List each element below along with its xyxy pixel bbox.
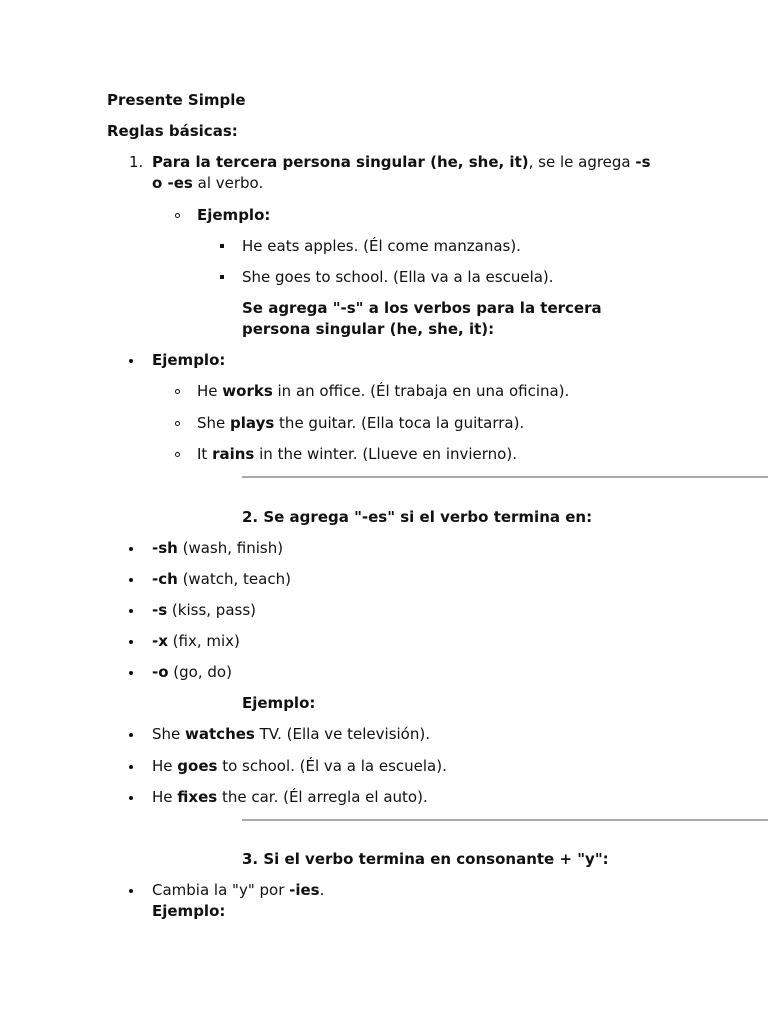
s-example-item: She plays the guitar. (Ella toca la guitarra). xyxy=(197,414,525,432)
rules-heading: Reglas básicas: xyxy=(107,122,238,140)
disc-bullet-icon xyxy=(129,733,133,737)
es-example-item: He goes to school. (Él va a la escuela). xyxy=(152,757,447,775)
ending-item: -ch (watch, teach) xyxy=(152,570,291,588)
disc-bullet-icon xyxy=(129,765,133,769)
ending-item: -sh (wash, finish) xyxy=(152,539,284,557)
ending-item: -x (fix, mix) xyxy=(152,632,240,650)
rule1-example-1: He eats apples. (Él come manzanas). xyxy=(242,237,521,255)
horizontal-divider xyxy=(242,819,768,821)
list-number: 1. xyxy=(129,153,144,171)
disc-bullet-icon xyxy=(129,547,133,551)
disc-bullet-icon xyxy=(129,359,133,363)
rule1-note-line1: Se agrega "-s" a los verbos para la tercera xyxy=(242,299,602,317)
ending-item: -s (kiss, pass) xyxy=(152,601,256,619)
circle-bullet-icon xyxy=(175,389,180,394)
disc-bullet-icon xyxy=(129,889,133,893)
s-example-item: He works in an office. (Él trabaja en una oficina). xyxy=(197,382,570,400)
s-example-label: Ejemplo: xyxy=(152,351,226,369)
rule2-heading: 2. Se agrega "-es" si el verbo termina en: xyxy=(242,508,593,526)
rule1-line1: Para la tercera persona singular (he, she, it), se le agrega -s xyxy=(152,153,651,171)
rule3-example-label: Ejemplo: xyxy=(152,902,226,920)
rule3-change: Cambia la "y" por -ies. xyxy=(152,881,325,899)
disc-bullet-icon xyxy=(129,671,133,675)
disc-bullet-icon xyxy=(129,640,133,644)
es-example-item: He fixes the car. (Él arregla el auto). xyxy=(152,788,428,806)
rule1-line2: o -es al verbo. xyxy=(152,174,264,192)
document-title: Presente Simple xyxy=(107,91,246,109)
disc-bullet-icon xyxy=(129,796,133,800)
square-bullet-icon xyxy=(220,244,224,248)
rule1-note-line2: persona singular (he, she, it): xyxy=(242,320,495,338)
circle-bullet-icon xyxy=(175,213,180,218)
rule1-example-label: Ejemplo: xyxy=(197,206,271,224)
circle-bullet-icon xyxy=(175,452,180,457)
rule1-example-2: She goes to school. (Ella va a la escuela). xyxy=(242,268,554,286)
rule2-example-label: Ejemplo: xyxy=(242,694,316,712)
es-example-item: She watches TV. (Ella ve televisión). xyxy=(152,725,430,743)
s-example-item: It rains in the winter. (Llueve en invierno). xyxy=(197,445,517,463)
horizontal-divider xyxy=(242,476,768,478)
rule3-heading: 3. Si el verbo termina en consonante + "y": xyxy=(242,850,609,868)
ending-item: -o (go, do) xyxy=(152,663,232,681)
disc-bullet-icon xyxy=(129,578,133,582)
square-bullet-icon xyxy=(220,275,224,279)
circle-bullet-icon xyxy=(175,421,180,426)
disc-bullet-icon xyxy=(129,609,133,613)
